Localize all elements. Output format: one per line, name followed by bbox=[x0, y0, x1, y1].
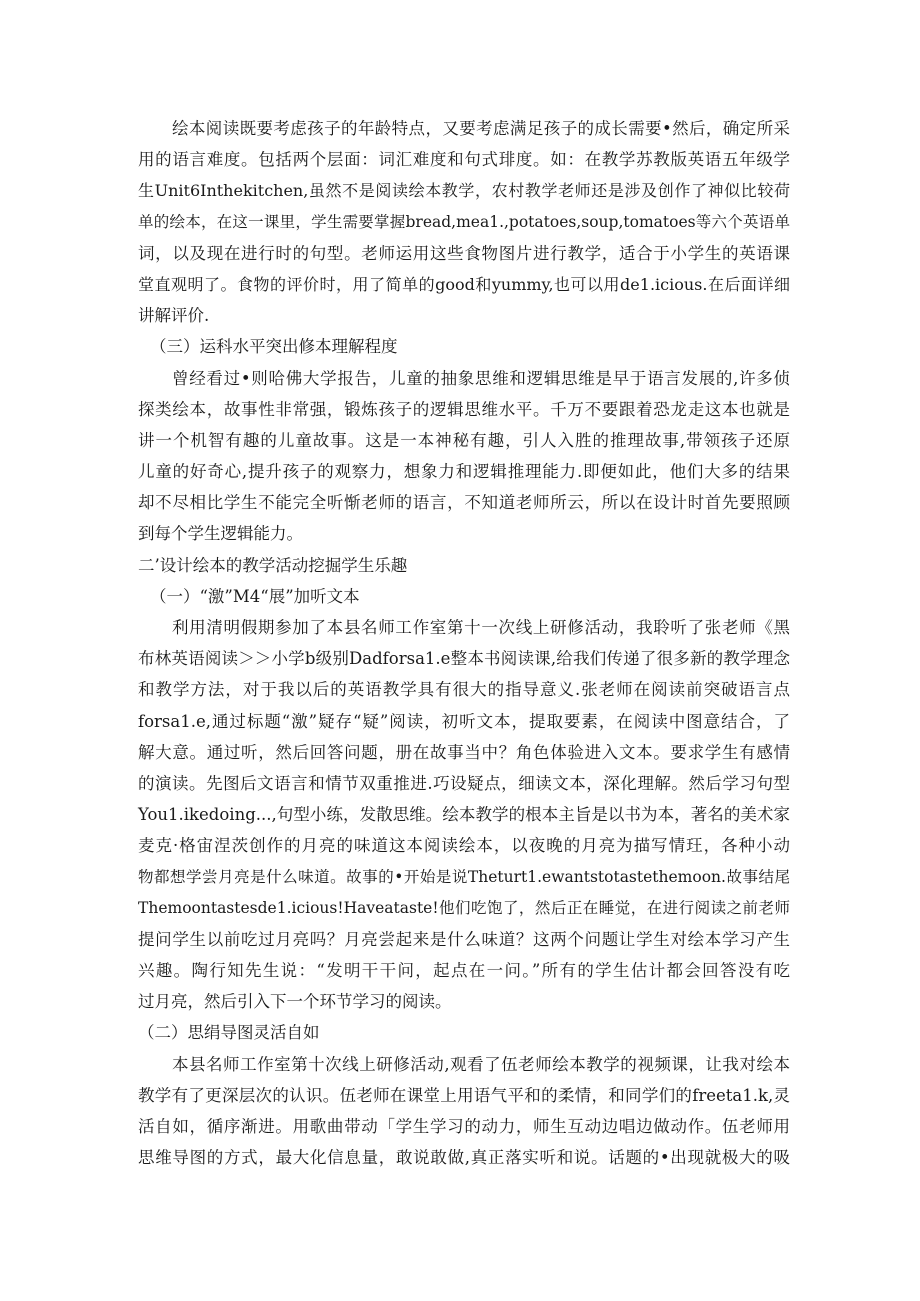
text-line: 过月亮，然后引入下一个环节学习的阅读。 bbox=[138, 992, 452, 1012]
text-line: 曾经看过•则哈佛大学报告，儿童的抽象思维和逻辑思维是早于语言发展的,许多侦 bbox=[172, 368, 790, 388]
text-line: （二）思绢导图灵活自如 bbox=[138, 1023, 320, 1043]
text-line: forsa1.e,通过标题“激”疑存“疑”阅读，初听文本，提取要素，在阅读中图意结合，了 bbox=[138, 711, 790, 731]
text-line: 和教学方法，对于我以后的英语教学具有很大的指导意义.张老师在阅读前突破语言点 bbox=[138, 680, 790, 700]
document-body bbox=[138, 113, 790, 1173]
text-line: 绘本阅读既要考虑孩子的年龄特点，又要考虑满足孩子的成长需要•然后，确定所采 bbox=[172, 119, 790, 138]
text-line: 麦克·格宙涅茨创作的月亮的味道这本阅读绘本，以夜晚的月亮为描写情玨，各种小动 bbox=[138, 836, 790, 856]
text-line: 本县名师工作室第十次线上研修活动,观看了伍老师绘本教学的视频课，让我对绘本 bbox=[172, 1054, 790, 1074]
text-line: Themoontastesde1.icious!Haveataste!他们吃饱了，然后正在睡觉，在进行阅读之前老师 bbox=[138, 898, 790, 917]
text-line: 布林英语阅读＞＞小学b级别Dadforsa1.e整本书阅读课,给我们传递了很多新的教学理念 bbox=[138, 649, 790, 669]
text-line: 儿童的好奇心,提升孩子的观察力，想象力和逻辑推理能力.即便如此，他们大多的结果 bbox=[138, 462, 790, 482]
text-line: 单的绘本，在这一课里，学生需要掌握bread,mea1.,potatoes,soup,tomatoes等六个英语单 bbox=[138, 212, 790, 231]
text-line: 到每个学生逻辑能力。 bbox=[138, 524, 303, 544]
text-line: 兴趣。陶行知先生说：“发明干干问，起点在一问。”所有的学生估计都会回答没有吃 bbox=[138, 961, 790, 981]
text-line: 却不尽相比学生不能完全听惭老师的语言，不知道老师所云，所以在设计时首先要照顾 bbox=[138, 493, 790, 513]
text-line: You1.ikedoing...,句型小练，发散思维。绘本教学的根本主旨是以书为本，著名的美术家 bbox=[138, 805, 790, 825]
text-line: 二’设计绘本的教学活动挖掘学生乐趣 bbox=[138, 555, 408, 575]
text-line: 讲一个机智有趣的儿童故事。这是一本神秘有趣，引人入胜的推理故事,带领孩子还原 bbox=[138, 430, 790, 450]
text-line: 探类绘本，故事性非常强，锻炼孩子的逻辑思维水平。千万不要跟着恐龙走这本也就是 bbox=[138, 399, 790, 419]
text-line: 物都想学尝月亮是什么味道。故事的•开始是说Theturt1.ewantstotastethemoon.故事结尾 bbox=[138, 867, 790, 886]
text-line: 堂直观明了。食物的评价时，用了简单的good和yummy,也可以用de1.icious.在后面详细 bbox=[138, 274, 790, 294]
text-line: 利用清明假期参加了本县名师工作室第十一次线上研修活动，我聆听了张老师《黑 bbox=[172, 618, 790, 637]
text-line: （三）运科水平突出修本理解程度 bbox=[150, 337, 398, 357]
text-line: 解大意。通过听，然后回答问题，册在故事当中？角色体验进入文本。要求学生有感情 bbox=[138, 742, 790, 762]
text-line: 思维导图的方式，最大化信息量，敢说敢做,真正落实听和说。话题的•出现就极大的吸 bbox=[138, 1148, 790, 1168]
text-line: 活自如，循序渐进。用歌曲带动「学生学习的动力，师生互动边唱边做动作。伍老师用 bbox=[138, 1117, 790, 1136]
text-line: 教学有了更深层次的认识。伍老师在课堂上用语气平和的柔情，和同学们的freeta1.k,灵 bbox=[138, 1085, 790, 1105]
text-line: 用的语言难度。包括两个层面：词汇难度和句式琲度。如：在教学苏教版英语五年级学 bbox=[138, 150, 790, 170]
text-line: 的演读。先图后文语言和情节双重推进.巧设疑点，细读文本，深化理解。然后学习句型 bbox=[138, 773, 790, 793]
text-line: （一）“激”M4“展”加听文本 bbox=[150, 586, 360, 606]
text-line: 讲解评价. bbox=[138, 306, 210, 326]
text-line: 提问学生以前吃过月亮吗？月亮尝起来是什么味道？这两个问题让学生对绘本学习产生 bbox=[138, 929, 790, 949]
text-line: 生Unit6Inthekitchen,虽然不是阅读绘本教学，农村教学老师还是涉及创作了神似比较荷 bbox=[138, 181, 790, 201]
text-line: 词，以及现在进行时的句型。老师运用这些食物图片进行教学，适合于小学生的英语课 bbox=[138, 243, 790, 263]
